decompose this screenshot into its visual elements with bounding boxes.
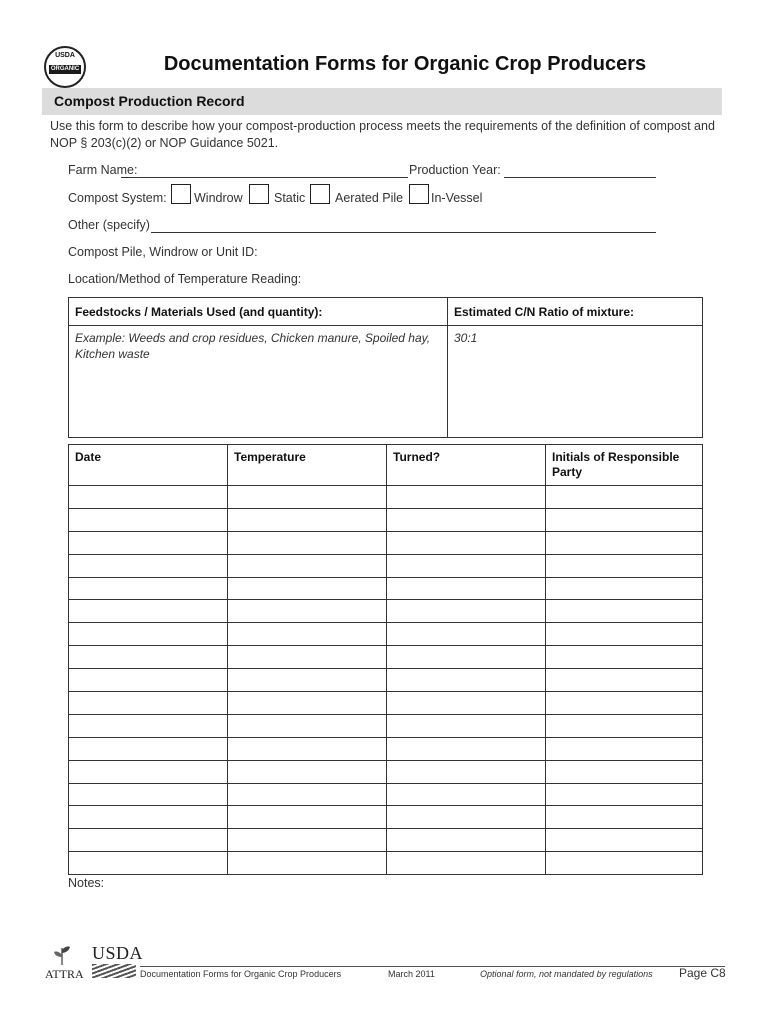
pile-id-label: Compost Pile, Windrow or Unit ID: xyxy=(68,245,258,259)
table-row xyxy=(69,508,703,531)
log-cell[interactable] xyxy=(228,692,387,715)
footer-date: March 2011 xyxy=(388,969,435,979)
log-cell[interactable] xyxy=(546,577,703,600)
log-cell[interactable] xyxy=(546,852,703,875)
initials-header: Initials of Responsible Party xyxy=(546,445,703,486)
log-cell[interactable] xyxy=(228,760,387,783)
static-label: Static xyxy=(274,191,306,205)
farm-name-field[interactable] xyxy=(121,177,408,178)
log-cell[interactable] xyxy=(546,646,703,669)
log-cell[interactable] xyxy=(69,531,228,554)
log-cell[interactable] xyxy=(69,577,228,600)
footer-divider xyxy=(140,966,725,967)
log-cell[interactable] xyxy=(228,577,387,600)
log-cell[interactable] xyxy=(387,623,546,646)
log-cell[interactable] xyxy=(387,783,546,806)
log-cell[interactable] xyxy=(387,737,546,760)
cn-ratio-header: Estimated C/N Ratio of mixture: xyxy=(448,298,703,326)
date-header: Date xyxy=(69,445,228,486)
compost-system-label: Compost System: xyxy=(68,191,167,205)
log-cell[interactable] xyxy=(228,669,387,692)
log-cell[interactable] xyxy=(546,714,703,737)
table-row xyxy=(69,646,703,669)
log-cell[interactable] xyxy=(228,486,387,509)
log-cell[interactable] xyxy=(387,486,546,509)
log-cell[interactable] xyxy=(546,486,703,509)
usda-organic-seal xyxy=(44,46,86,88)
log-cell[interactable] xyxy=(387,806,546,829)
log-cell[interactable] xyxy=(546,623,703,646)
log-cell[interactable] xyxy=(69,783,228,806)
in-vessel-label: In-Vessel xyxy=(431,191,483,205)
temperature-header: Temperature xyxy=(228,445,387,486)
table-row xyxy=(69,531,703,554)
log-cell[interactable] xyxy=(228,737,387,760)
log-cell[interactable] xyxy=(228,508,387,531)
table-row xyxy=(69,577,703,600)
table-row xyxy=(69,554,703,577)
log-cell[interactable] xyxy=(228,829,387,852)
log-cell[interactable] xyxy=(546,531,703,554)
log-cell[interactable] xyxy=(69,737,228,760)
table-row xyxy=(69,600,703,623)
log-cell[interactable] xyxy=(228,623,387,646)
table-row xyxy=(69,669,703,692)
location-method-label: Location/Method of Temperature Reading: xyxy=(68,272,302,286)
log-cell[interactable] xyxy=(69,714,228,737)
log-cell[interactable] xyxy=(69,760,228,783)
log-cell[interactable] xyxy=(228,783,387,806)
footer-doc-title: Documentation Forms for Organic Crop Producers xyxy=(140,969,342,979)
in-vessel-checkbox[interactable] xyxy=(409,184,429,204)
table-row xyxy=(69,806,703,829)
log-cell[interactable] xyxy=(387,669,546,692)
log-cell[interactable] xyxy=(69,600,228,623)
log-cell[interactable] xyxy=(228,531,387,554)
turned-header: Turned? xyxy=(387,445,546,486)
log-cell[interactable] xyxy=(228,806,387,829)
windrow-label: Windrow xyxy=(194,191,243,205)
production-year-field[interactable] xyxy=(504,177,656,178)
feedstock-table xyxy=(68,297,703,438)
log-cell[interactable] xyxy=(546,760,703,783)
table-row xyxy=(69,783,703,806)
windrow-checkbox[interactable] xyxy=(171,184,191,204)
feedstock-header: Feedstocks / Materials Used (and quantity): xyxy=(69,298,448,326)
log-cell[interactable] xyxy=(387,577,546,600)
log-cell[interactable] xyxy=(387,508,546,531)
feedstock-cell[interactable]: Example: Weeds and crop residues, Chicken manure, Spoiled hay, Kitchen waste xyxy=(69,326,448,438)
other-field[interactable] xyxy=(151,232,656,233)
log-cell[interactable] xyxy=(69,806,228,829)
log-cell[interactable] xyxy=(69,623,228,646)
log-cell[interactable] xyxy=(228,554,387,577)
log-cell[interactable] xyxy=(546,692,703,715)
table-row xyxy=(69,623,703,646)
log-cell[interactable] xyxy=(546,554,703,577)
log-cell[interactable] xyxy=(228,600,387,623)
log-cell[interactable] xyxy=(546,829,703,852)
table-row xyxy=(69,692,703,715)
cn-ratio-cell[interactable]: 30:1 xyxy=(448,326,703,438)
aerated-pile-label: Aerated Pile xyxy=(335,191,404,205)
attra-leaf-icon xyxy=(52,944,72,966)
seal-bottom-text: ORGANIC xyxy=(50,66,80,72)
log-cell[interactable] xyxy=(387,692,546,715)
log-cell[interactable] xyxy=(387,714,546,737)
log-cell[interactable] xyxy=(387,646,546,669)
attra-logo-text: ATTRA xyxy=(45,967,84,981)
log-cell[interactable] xyxy=(546,783,703,806)
log-cell[interactable] xyxy=(546,806,703,829)
log-cell[interactable] xyxy=(387,600,546,623)
aerated-pile-checkbox[interactable] xyxy=(310,184,330,204)
table-row xyxy=(69,829,703,852)
production-year-label: Production Year: xyxy=(409,163,501,177)
log-cell[interactable] xyxy=(69,669,228,692)
log-cell[interactable] xyxy=(387,554,546,577)
table-row xyxy=(69,737,703,760)
log-cell[interactable] xyxy=(387,531,546,554)
usda-footer-logo: USDA xyxy=(92,943,144,963)
log-cell[interactable] xyxy=(228,852,387,875)
log-cell[interactable] xyxy=(546,508,703,531)
log-cell[interactable] xyxy=(69,852,228,875)
log-cell[interactable] xyxy=(546,669,703,692)
farm-name-label: Farm Name: xyxy=(68,163,138,177)
log-cell[interactable] xyxy=(387,852,546,875)
table-row xyxy=(69,714,703,737)
table-row xyxy=(69,760,703,783)
log-cell[interactable] xyxy=(387,829,546,852)
temperature-log-table xyxy=(68,444,703,875)
page-number: Page C8 xyxy=(679,966,726,980)
static-checkbox[interactable] xyxy=(249,184,269,204)
log-cell[interactable] xyxy=(69,646,228,669)
footer-note: Optional form, not mandated by regulations xyxy=(480,969,653,979)
log-cell[interactable] xyxy=(69,508,228,531)
log-cell[interactable] xyxy=(546,600,703,623)
section-title: Compost Production Record xyxy=(54,93,245,109)
log-cell[interactable] xyxy=(546,737,703,760)
table-row xyxy=(69,852,703,875)
log-cell[interactable] xyxy=(228,646,387,669)
log-cell[interactable] xyxy=(228,714,387,737)
notes-label: Notes: xyxy=(68,876,105,890)
log-cell[interactable] xyxy=(69,829,228,852)
log-cell[interactable] xyxy=(387,760,546,783)
usda-logo-stripes xyxy=(92,964,136,978)
log-cell[interactable] xyxy=(69,486,228,509)
log-cell[interactable] xyxy=(69,692,228,715)
section-description: Use this form to describe how your compost-production process meets the requirements of the definition of compost and NOP § 203(c)(2) or NOP Guidance 5021. xyxy=(50,119,715,150)
seal-top-text: USDA xyxy=(55,52,75,59)
page-title: Documentation Forms for Organic Crop Producers xyxy=(163,53,647,75)
table-row xyxy=(69,486,703,509)
log-cell[interactable] xyxy=(69,554,228,577)
other-label: Other (specify) xyxy=(68,218,150,232)
